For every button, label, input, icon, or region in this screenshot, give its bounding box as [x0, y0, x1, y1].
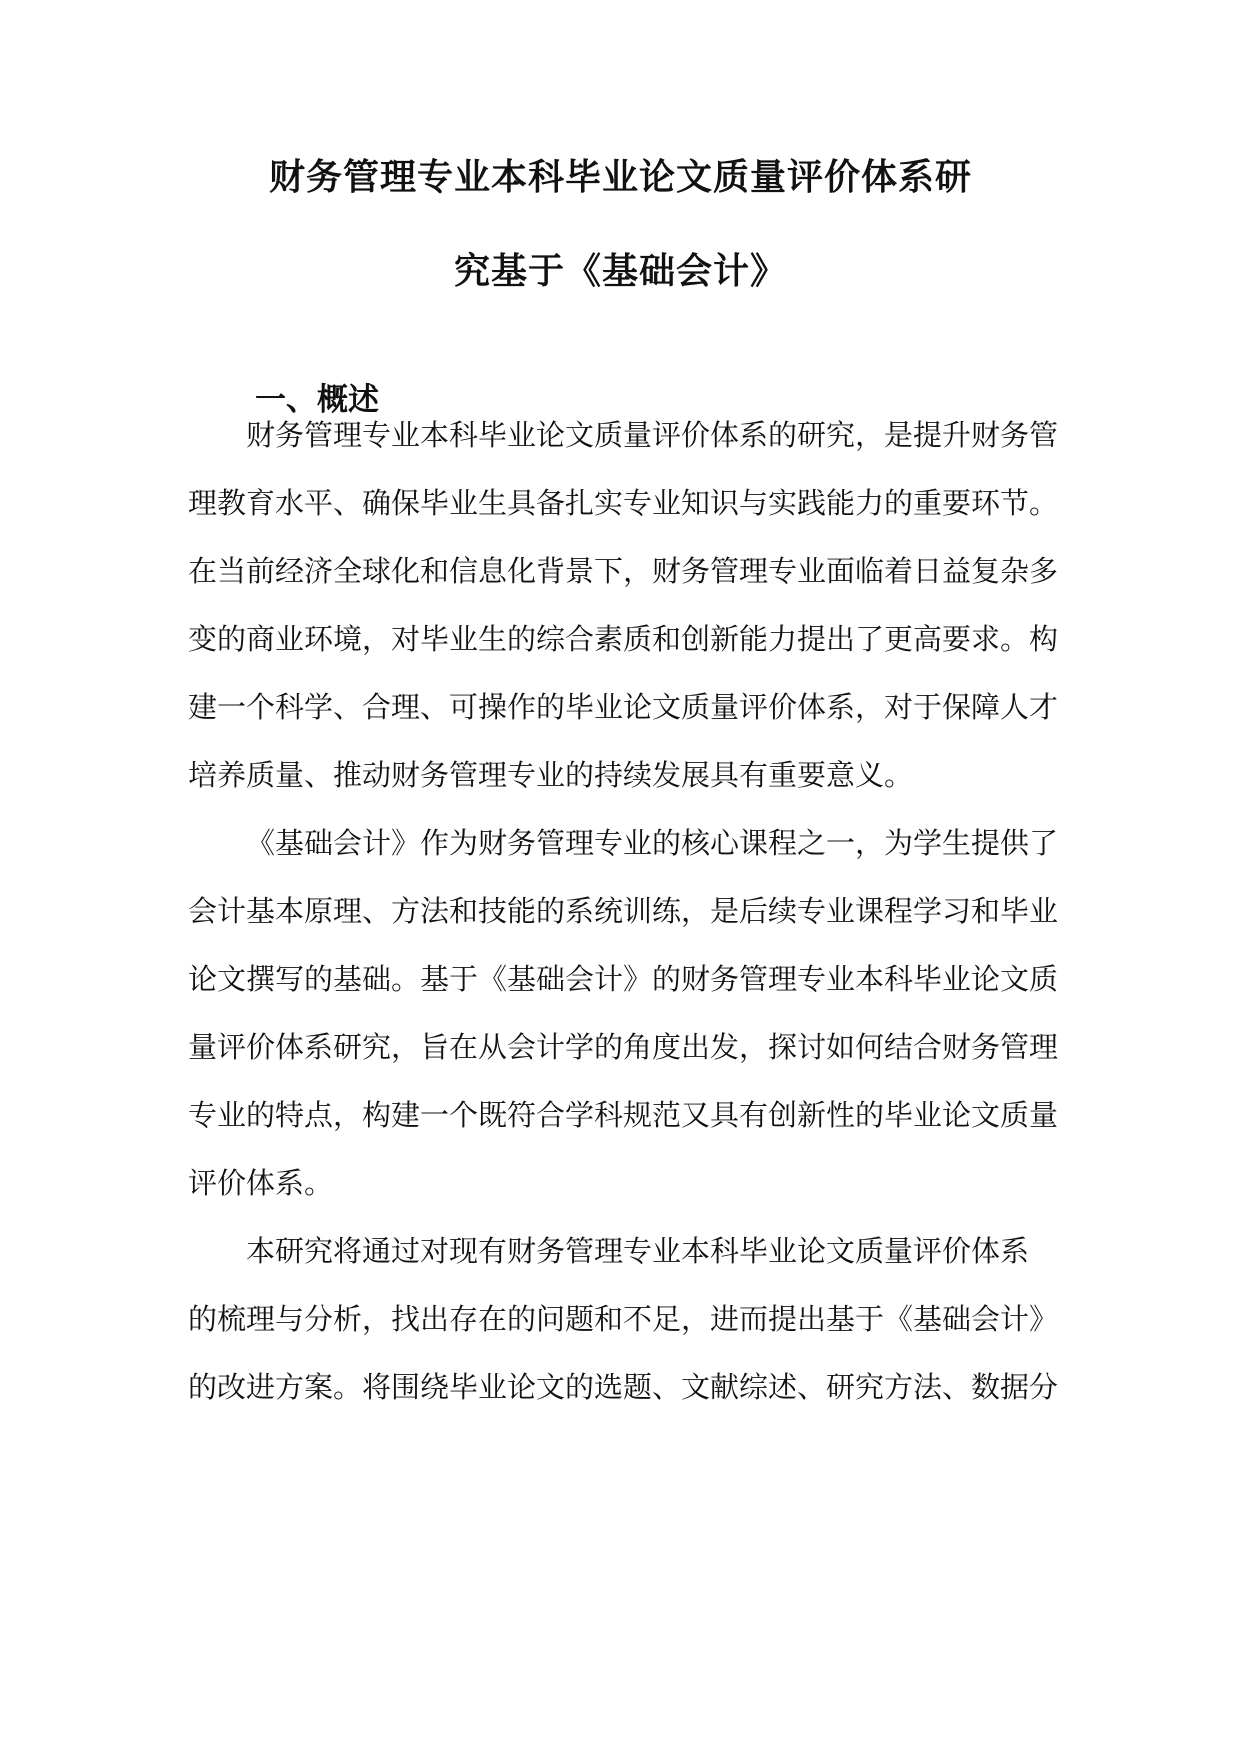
paragraph-2-line: 专业的特点，构建一个既符合学科规范又具有创新性的毕业论文质量 [188, 1098, 1059, 1132]
paragraph-1-line: 理教育水平、确保毕业生具备扎实专业知识与实践能力的重要环节。 [188, 486, 1059, 520]
paragraph-1-line: 变的商业环境，对毕业生的综合素质和创新能力提出了更高要求。构 [188, 622, 1059, 656]
paragraph-1-line: 财务管理专业本科毕业论文质量评价体系的研究，是提升财务管 [246, 418, 1059, 452]
paragraph-1-line: 在当前经济全球化和信息化背景下，财务管理专业面临着日益复杂多 [188, 554, 1059, 588]
paragraph-3-line: 的改进方案。将围绕毕业论文的选题、文献综述、研究方法、数据分 [188, 1370, 1059, 1404]
paragraph-2-line: 会计基本原理、方法和技能的系统训练，是后续专业课程学习和毕业 [188, 894, 1059, 928]
paragraph-1-line: 建一个科学、合理、可操作的毕业论文质量评价体系，对于保障人才 [188, 690, 1059, 724]
document-title-line-2: 究基于《基础会计》 [453, 251, 787, 292]
paragraph-2-line: 量评价体系研究，旨在从会计学的角度出发，探讨如何结合财务管理 [188, 1030, 1059, 1064]
paragraph-3-line: 的梳理与分析，找出存在的问题和不足，进而提出基于《基础会计》 [188, 1302, 1059, 1336]
paragraph-2-line: 《基础会计》作为财务管理专业的核心课程之一，为学生提供了 [246, 826, 1059, 860]
paragraph-3-line: 本研究将通过对现有财务管理专业本科毕业论文质量评价体系 [246, 1234, 1030, 1268]
document-title-line-1: 财务管理专业本科毕业论文质量评价体系研 [268, 157, 972, 198]
paragraph-2-line: 评价体系。 [188, 1166, 334, 1200]
paragraph-2-line: 论文撰写的基础。基于《基础会计》的财务管理专业本科毕业论文质 [188, 962, 1059, 996]
paragraph-1-line: 培养质量、推动财务管理专业的持续发展具有重要意义。 [188, 758, 914, 792]
section-heading: 一、概述 [255, 382, 379, 418]
